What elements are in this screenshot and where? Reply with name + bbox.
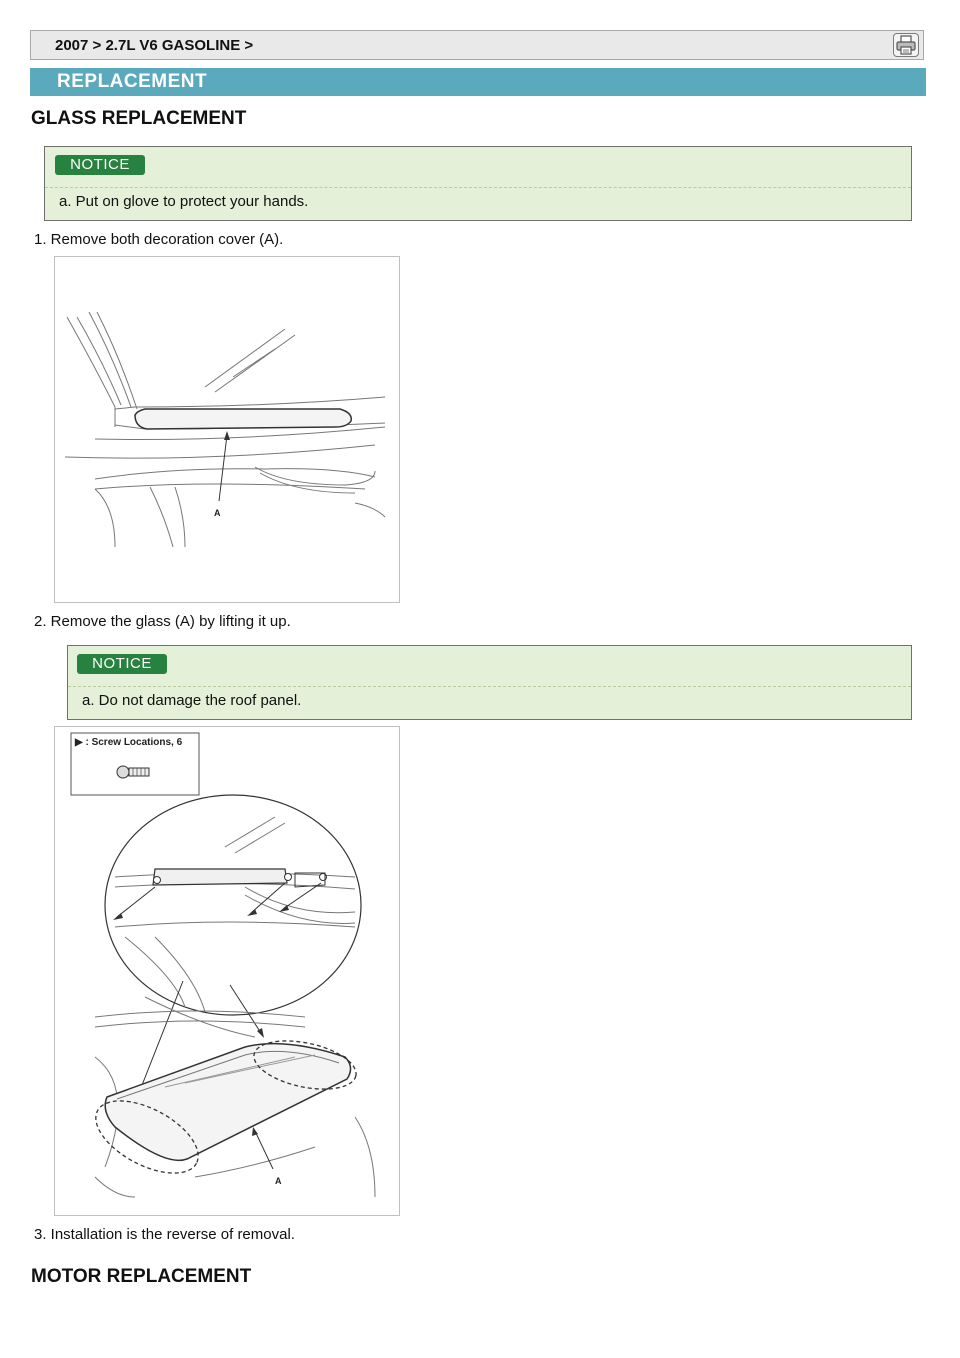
notice-badge: NOTICE [55,155,145,175]
printer-icon [894,34,918,56]
label-a: A [275,1176,282,1186]
glass-removal-diagram [55,727,401,1217]
notice-box-1 [44,146,912,221]
print-button[interactable] [893,33,919,57]
heading-motor-replacement: MOTOR REPLACEMENT [31,1266,252,1287]
screw-icon [117,766,149,778]
notice-divider [45,187,911,188]
screw-legend: ▶ : Screw Locations, 6 [75,737,183,748]
notice-text: a. Put on glove to protect your hands. [59,193,309,210]
figure-glass-removal [54,726,400,1216]
step-1: 1. Remove both decoration cover (A). [34,231,284,248]
label-a: A [214,508,221,518]
notice-divider [68,686,911,687]
notice-badge: NOTICE [77,654,167,674]
step-2: 2. Remove the glass (A) by lifting it up. [34,613,291,630]
heading-glass-replacement: GLASS REPLACEMENT [31,108,247,129]
notice-box-2 [67,645,912,720]
figure-decoration-cover [54,256,400,603]
breadcrumb-bar [30,30,924,60]
section-header [30,68,926,96]
step-3: 3. Installation is the reverse of removal. [34,1226,295,1243]
breadcrumb: 2007 > 2.7L V6 GASOLINE > [55,37,254,54]
section-title: REPLACEMENT [57,71,208,92]
notice-text: a. Do not damage the roof panel. [82,692,302,709]
decoration-cover-diagram [55,257,401,604]
